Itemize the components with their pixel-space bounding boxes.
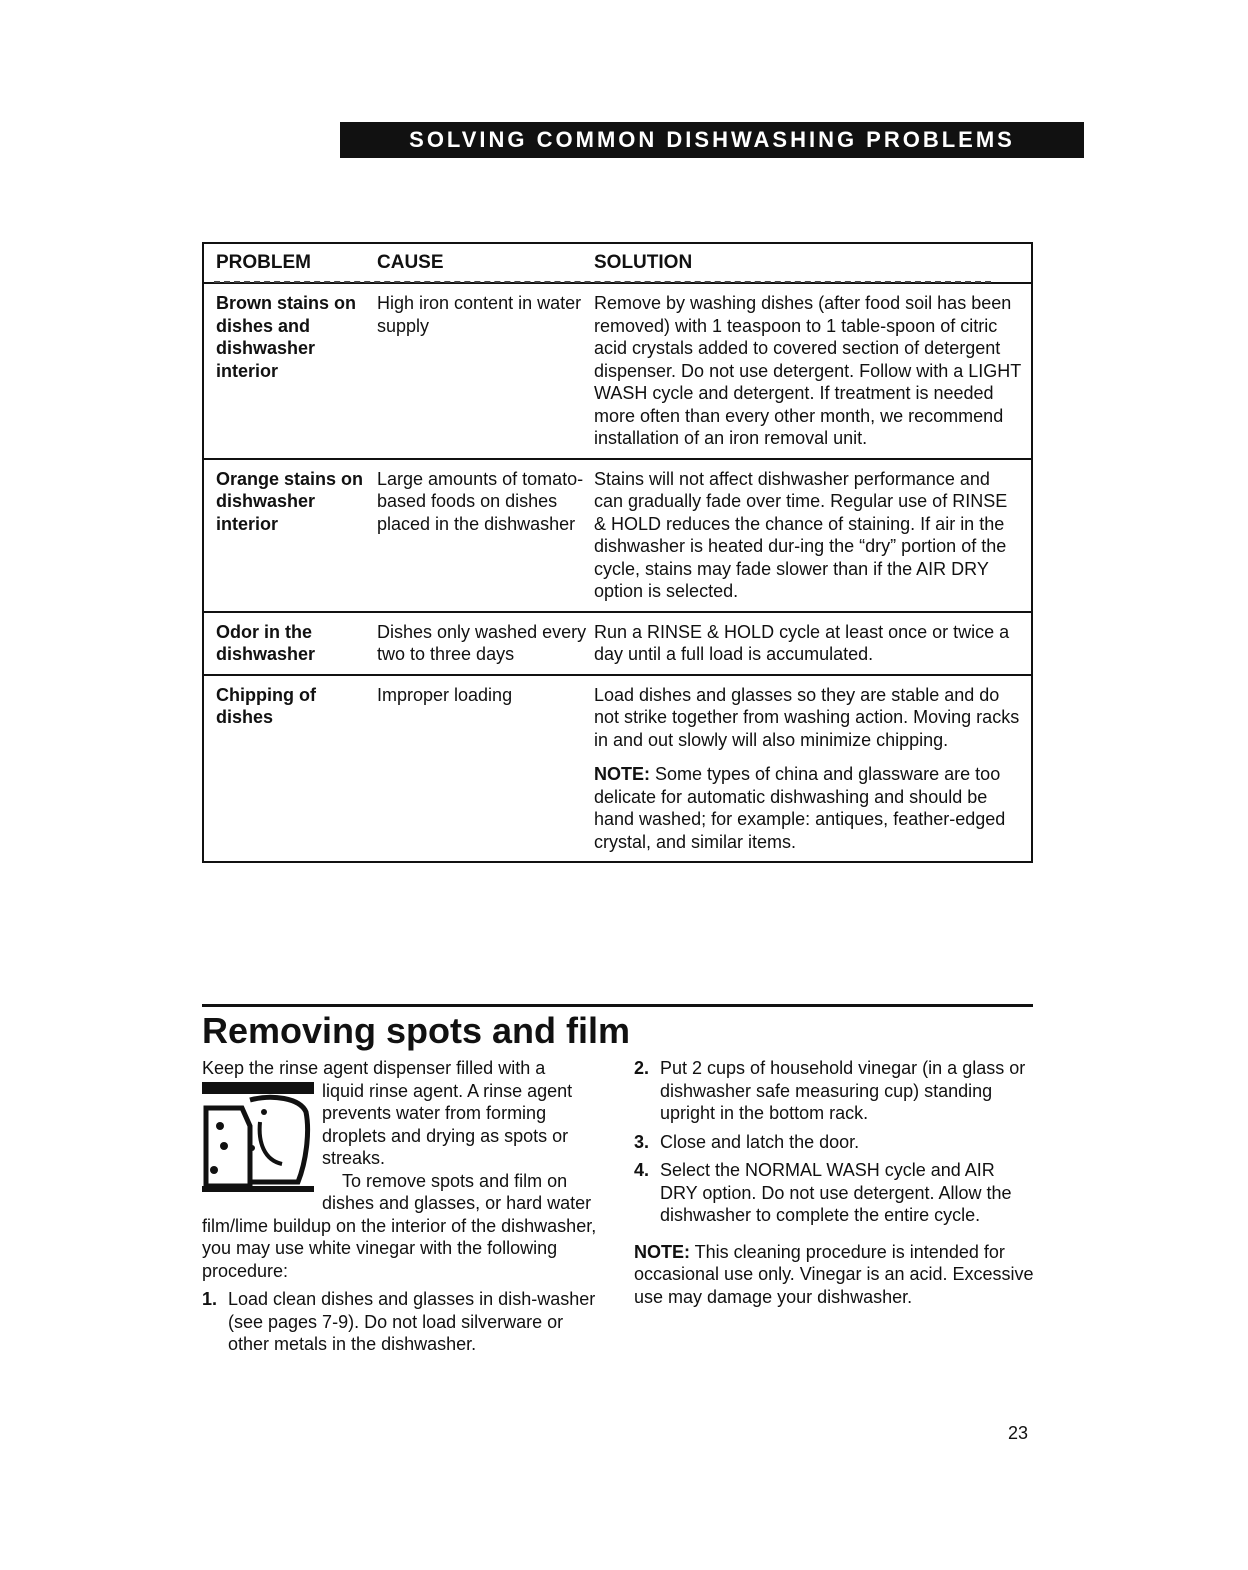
table-row — [204, 674, 1031, 862]
table-row — [204, 458, 1031, 611]
cleaning-note — [634, 1241, 1034, 1309]
note-text: Some types of china and glassware are too delicate for automatic dishwashing and should be hand washed; for example: antiques, feather-edged crystal, and similar items. — [594, 764, 1006, 852]
rinse-dispenser-icon — [202, 1082, 314, 1192]
solution-cell: Stains will not affect dishwasher performance and can gradually fade over time. Regular use of RINSE & HOLD reduces the chance of staining. If air in the dishwasher is heated dur-ing the “dry” portion of the cycle, stains may fade slower than if the AIR DRY option is selected. — [594, 468, 1008, 601]
section-divider — [202, 1004, 1033, 1007]
page-number: 23 — [1008, 1423, 1029, 1443]
problem-cell: Chipping of dishes — [216, 684, 316, 727]
header-underline — [214, 281, 991, 283]
section-title: Removing spots and film — [202, 1010, 631, 1051]
note-paragraph — [594, 763, 1021, 853]
problem-cell: Odor in the dishwasher — [216, 621, 316, 664]
table-header — [204, 244, 1031, 282]
solution-cell — [594, 676, 1031, 862]
cause-cell: Dishes only washed every two to three days — [377, 621, 587, 664]
intro-first-line: Keep the rinse agent dispenser filled with a — [202, 1058, 546, 1078]
intro-wrap-text: liquid rinse agent. A rinse agent prevents water from forming droplets and drying as spots or streaks. — [322, 1080, 573, 1168]
table-row — [204, 282, 1031, 458]
list-item — [202, 1288, 602, 1356]
header-solution: SOLUTION — [594, 252, 693, 273]
list-item — [634, 1131, 1034, 1154]
list-item — [634, 1057, 1034, 1125]
note-label: NOTE: — [594, 764, 650, 784]
step-number: 4. — [634, 1160, 650, 1180]
left-column — [202, 1057, 602, 1356]
step-number: 1. — [202, 1289, 218, 1309]
note-text: This cleaning procedure is intended for occasional use only. Vinegar is an acid. Excessive use may damage your dishwasher. — [634, 1241, 1034, 1307]
list-item — [634, 1159, 1034, 1227]
step-text: Put 2 cups of household vinegar (in a glass or dishwasher safe measuring cup) standing upright in the bottom rack. — [660, 1058, 1026, 1123]
solution-cell: Run a RINSE & HOLD cycle at least once or twice a day until a full load is accumulated. — [594, 621, 1010, 664]
step-text: Close and latch the door. — [660, 1131, 860, 1152]
step-number: 3. — [634, 1131, 650, 1152]
cause-cell: High iron content in water supply — [377, 293, 582, 336]
problem-cell: Brown stains on dishes and dishwasher interior — [216, 293, 357, 381]
header-cause: CAUSE — [377, 252, 444, 273]
cause-cell: Improper loading — [377, 684, 513, 705]
table-row — [204, 611, 1031, 674]
troubleshooting-table — [202, 242, 1033, 863]
section-banner: SOLVING COMMON DISHWASHING PROBLEMS — [340, 122, 1084, 158]
solution-cell: Remove by washing dishes (after food soil has been removed) with 1 teaspoon to 1 table-spoon of citric acid crystals added to covered section of detergent dispenser. Do not use detergent. Follow with a LIGHT WASH cycle and detergent. If treatment is needed more often than every other month, we recommend installation of an iron removal unit. — [594, 293, 1021, 448]
step-text: Select the NORMAL WASH cycle and AIR DRY option. Do not use detergent. Allow the dishwasher to complete the entire cycle. — [660, 1160, 1012, 1225]
cause-cell: Large amounts of tomato-based foods on dishes placed in the dishwasher — [377, 468, 584, 534]
solution-text: Load dishes and glasses so they are stable and do not strike together from washing action. Moving racks in and out slowly will also minimize chipping. — [594, 684, 1020, 750]
step-text: Load clean dishes and glasses in dish-washer (see pages 7-9). Do not load silverware or other metals in the dishwasher. — [228, 1289, 596, 1354]
note-label: NOTE: — [634, 1241, 690, 1262]
intro-paragraph-2: To remove spots and film on dishes and glasses, or hard water film/lime buildup on the interior of the dishwasher, you may use white vinegar with the following procedure: — [202, 1170, 597, 1281]
problem-cell: Orange stains on dishwasher interior — [216, 468, 364, 534]
step-number: 2. — [634, 1058, 650, 1078]
intro-wrap — [202, 1080, 602, 1283]
header-problem: PROBLEM — [216, 252, 311, 273]
right-column — [634, 1057, 1034, 1308]
